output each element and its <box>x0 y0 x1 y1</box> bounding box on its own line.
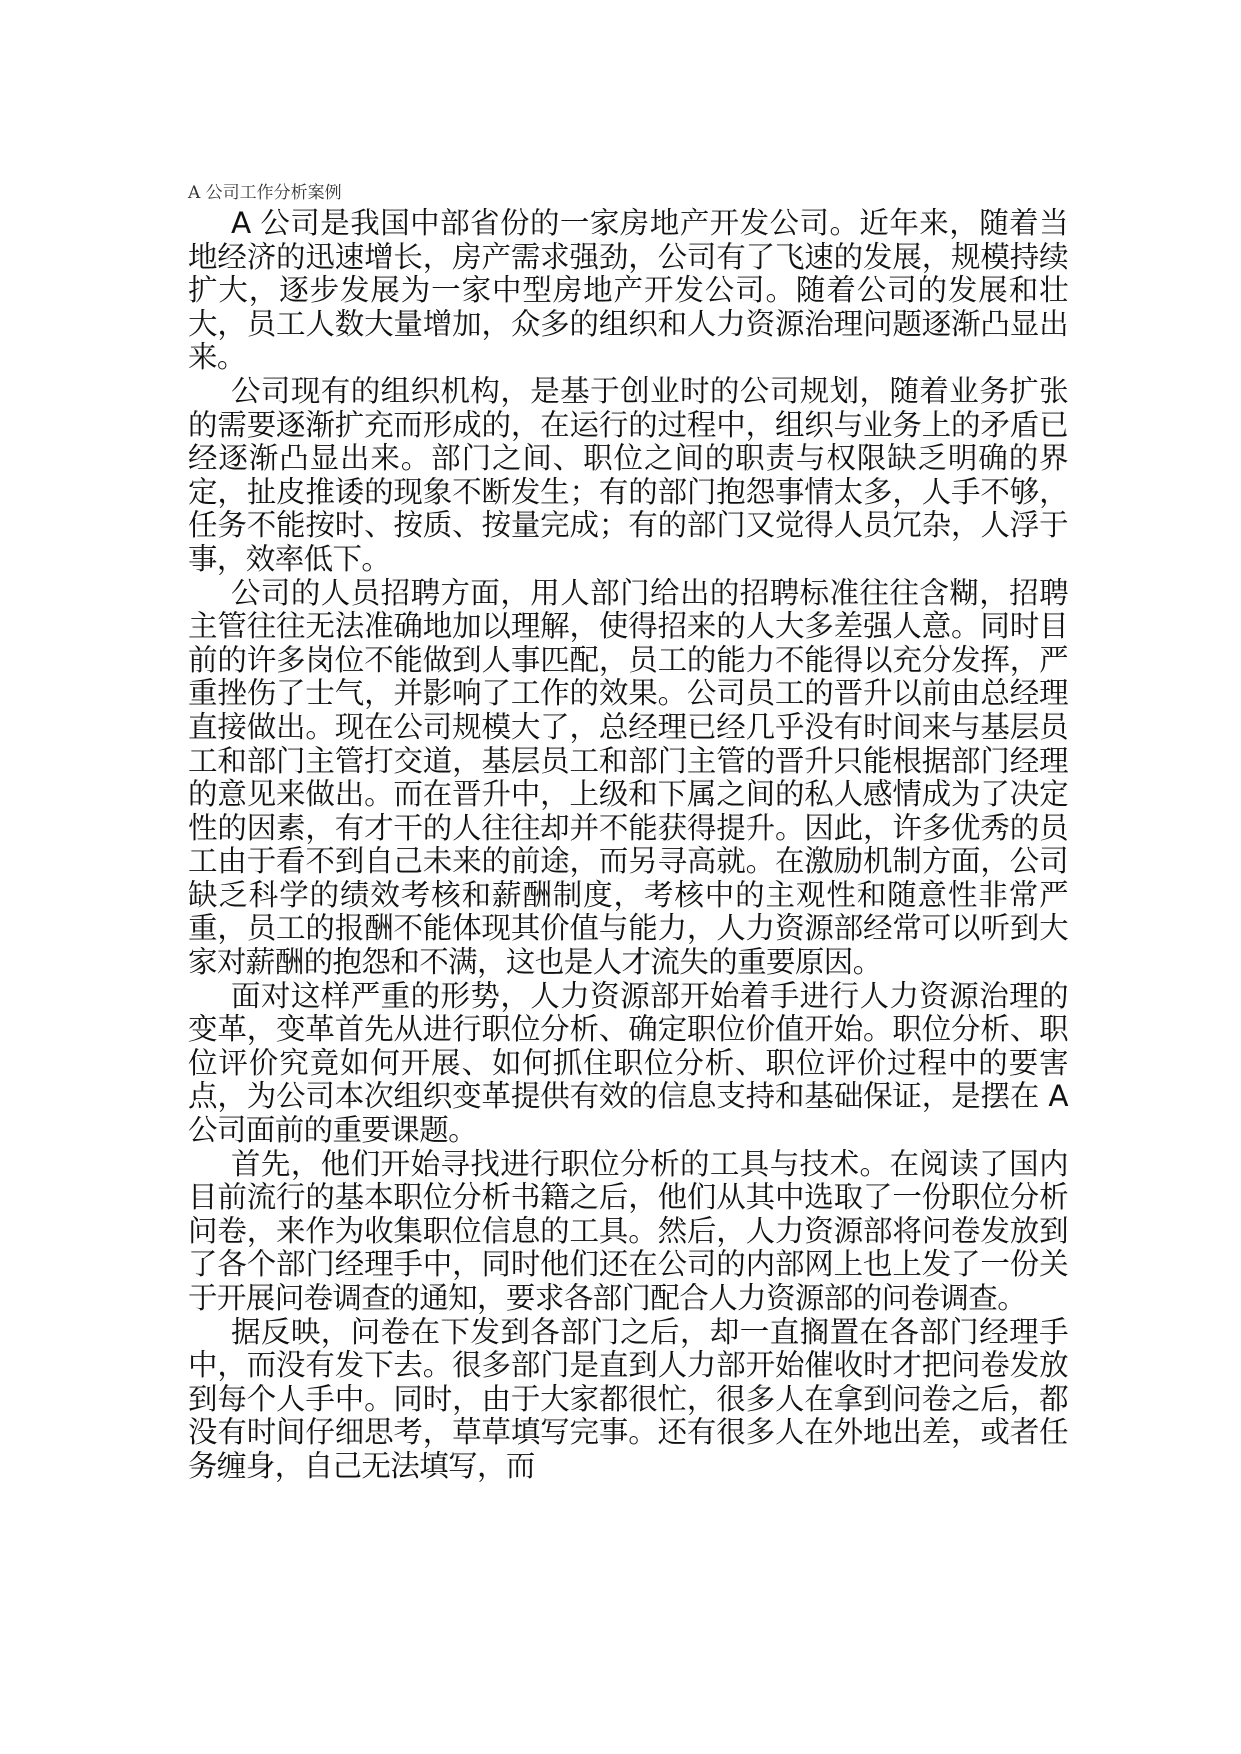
paragraph-2: 公司现有的组织机构，是基于创业时的公司规划，随着业务扩张的需要逐渐扩充而形成的，在运行的过程中，组织与业务上的矛盾已经逐渐凸显出来。部门之间、职位之间的职责与权限缺乏明确的界定，扯皮推诿的现象不断发生；有的部门抱怨事情太多，人手不够，任务不能按时、按质、按量完成；有的部门又觉得人员冗杂，人浮于事，效率低下。 <box>188 373 1068 576</box>
paragraph-5: 首先，他们开始寻找进行职位分析的工具与技术。在阅读了国内目前流行的基本职位分析书籍之后，他们从其中选取了一份职位分析问卷，来作为收集职位信息的工具。然后，人力资源部将问卷发放到了各个部门经理手中，同时他们还在公司的内部网上也上发了一份关于开展问卷调查的通知，要求各部门配合人力资源部的问卷调查。 <box>188 1146 1068 1315</box>
document-title: A 公司工作分析案例 <box>188 183 342 203</box>
paragraph-4: 面对这样严重的形势，人力资源部开始着手进行人力资源治理的变革，变革首先从进行职位分析、确定职位价值开始。职位分析、职位评价究竟如何开展、如何抓住职位分析、职位评价过程中的要害点，为公司本次组织变革提供有效的信息支持和基础保证，是摆在 A 公司面前的重要课题。 <box>188 978 1068 1148</box>
paragraph-1: A 公司是我国中部省份的一家房地产开发公司。近年来，随着当地经济的迅速增长，房产需求强劲，公司有了飞速的发展，规模持续扩大，逐步发展为一家中型房地产开发公司。随着公司的发展和壮大，员工人数大量增加，众多的组织和人力资源治理问题逐渐凸显出来。 <box>188 206 1068 375</box>
paragraph-6: 据反映，问卷在下发到各部门之后，却一直搁置在各部门经理手中，而没有发下去。很多部门是直到人力部开始催收时才把问卷发放到每个人手中。同时，由于大家都很忙，很多人在拿到问卷之后，都没有时间仔细思考，草草填写完事。还有很多人在外地出差，或者任务缠身，自己无法填写，而 <box>188 1314 1068 1483</box>
document-body <box>188 207 1068 1484</box>
paragraph-3: 公司的人员招聘方面，用人部门给出的招聘标准往往含糊，招聘主管往往无法准确地加以理解，使得招来的人大多差强人意。同时目前的许多岗位不能做到人事匹配，员工的能力不能得以充分发挥，严重挫伤了士气，并影响了工作的效果。公司员工的晋升以前由总经理直接做出。现在公司规模大了，总经理已经几乎没有时间来与基层员工和部门主管打交道，基层员工和部门主管的晋升只能根据部门经理的意见来做出。而在晋升中，上级和下属之间的私人感情成为了决定性的因素，有才干的人往往却并不能获得提升。因此，许多优秀的员工由于看不到自己未来的前途，而另寻高就。在激励机制方面，公司缺乏科学的绩效考核和薪酬制度，考核中的主观性和随意性非常严重，员工的报酬不能体现其价值与能力，人力资源部经常可以听到大家对薪酬的抱怨和不满，这也是人才流失的重要原因。 <box>188 575 1068 980</box>
